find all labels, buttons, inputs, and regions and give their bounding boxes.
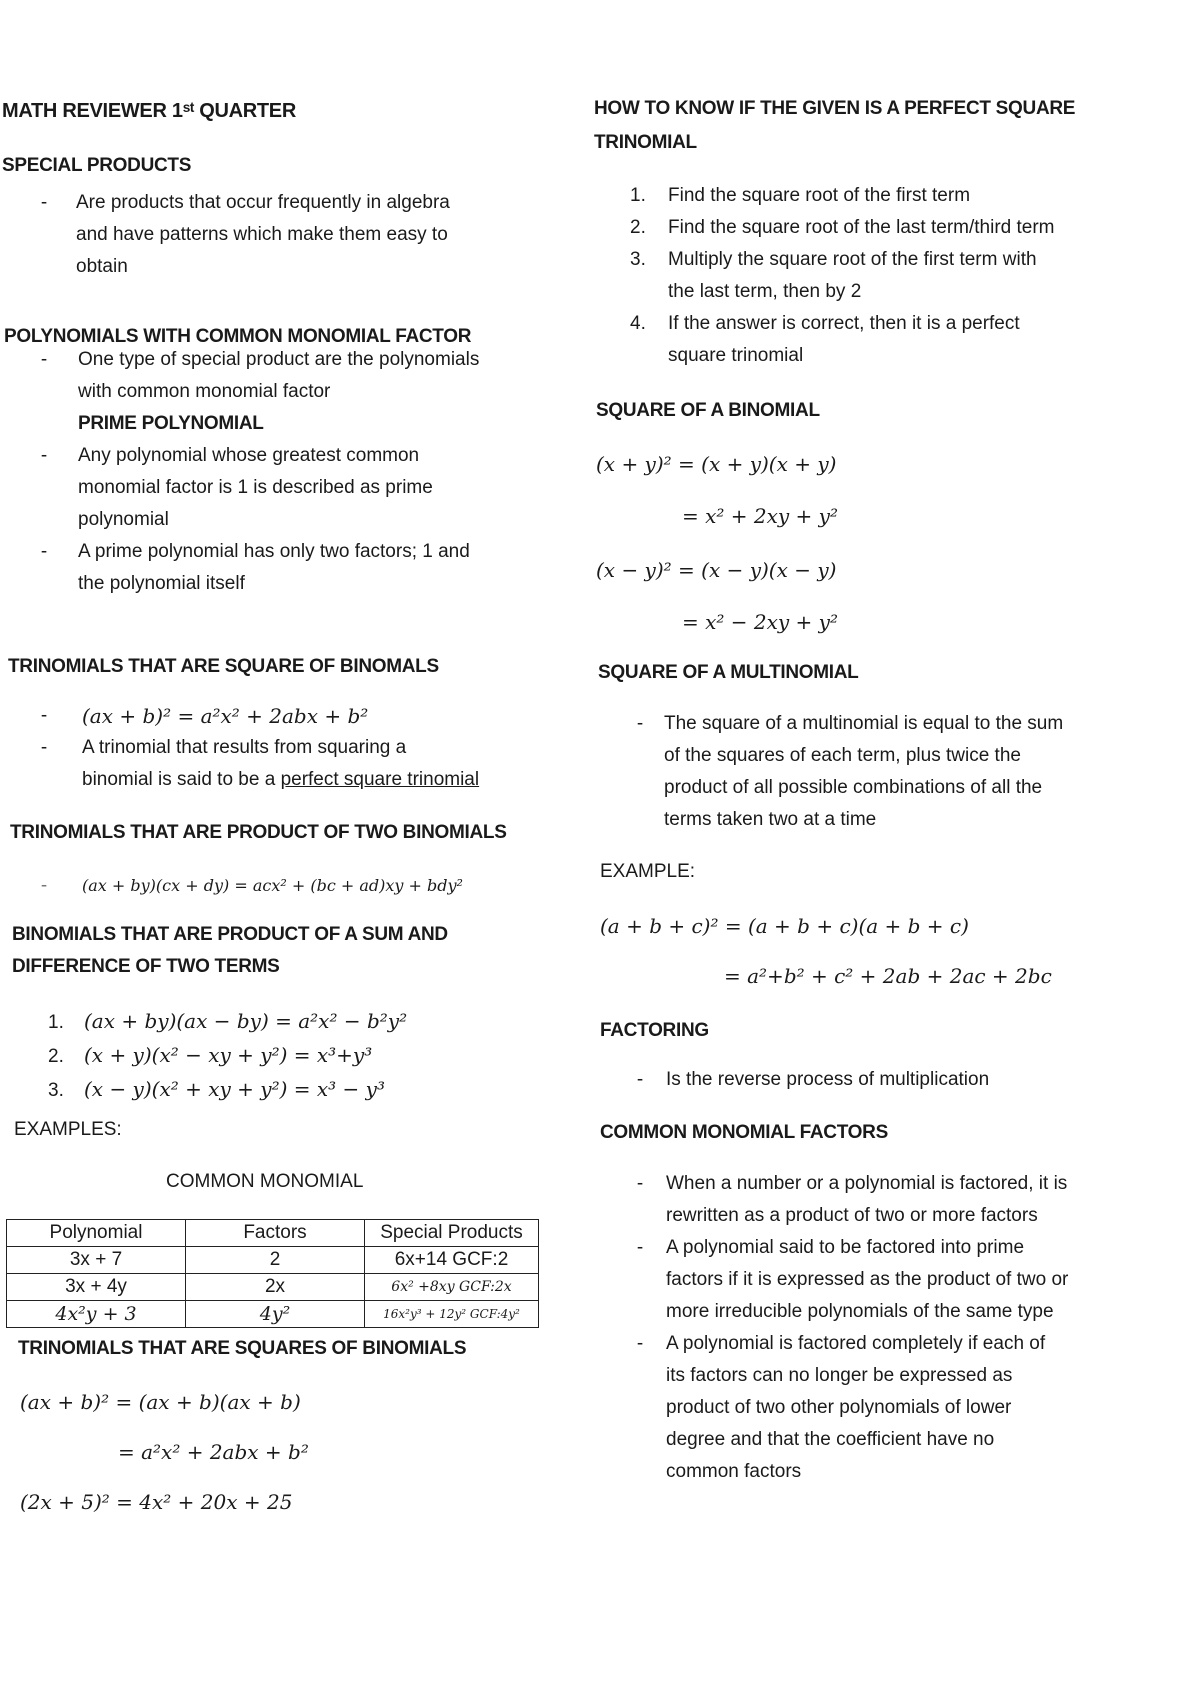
trinomials-square-bullet: - A trinomial that results from squaring a binomial is said to be a perfect square trinomial (40, 732, 479, 796)
trinomials-product-heading: TRINOMIALS THAT ARE PRODUCT OF TWO BINOMIALS (10, 822, 507, 843)
sum-difference-heading-2: DIFFERENCE OF TWO TERMS (12, 956, 280, 977)
multinomial-formula-1: (a + b + c)² = (a + b + c)(a + b + c) (600, 914, 969, 938)
sum-difference-heading-1: BINOMIALS THAT ARE PRODUCT OF A SUM AND (12, 924, 448, 945)
list-number: 1. (630, 185, 646, 206)
list-item (630, 244, 1055, 308)
square-binomial-formula-4: = x² − 2xy + y² (682, 610, 838, 634)
trinomials-squares-formula-3: (2x + 5)² = 4x² + 20x + 25 (20, 1490, 293, 1514)
special-products-line: Are products that occur frequently in algebra (76, 192, 450, 213)
trinomials-square-heading: TRINOMIALS THAT ARE SQUARE OF BINOMALS (8, 656, 439, 677)
prime-line: the polynomial itself (78, 573, 245, 594)
list-number: 3. (48, 1080, 64, 1101)
cmf-right-line: more irreducible polynomials of the same type (666, 1301, 1054, 1322)
table-cell: 2x (186, 1274, 365, 1301)
page-title: MATH REVIEWER 1ˢᵗ QUARTER (2, 100, 296, 122)
trinomials-squares-heading: TRINOMIALS THAT ARE SQUARES OF BINOMIALS (18, 1338, 467, 1359)
special-products-line: and have patterns which make them easy to (76, 224, 448, 245)
prime-line: Any polynomial whose greatest common (78, 445, 420, 466)
factoring-bullet: - Is the reverse process of multiplication (636, 1064, 989, 1096)
table-cell: 4x²y + 3 (7, 1301, 186, 1328)
table-row (7, 1247, 539, 1274)
table-header: Polynomial (7, 1220, 186, 1247)
table-cell: 6x² +8xy GCF:2x (365, 1274, 539, 1301)
factoring-heading: FACTORING (600, 1020, 709, 1041)
table-cell: 3x + 7 (7, 1247, 186, 1274)
cmf-line: with common monomial factor (78, 381, 331, 402)
cmf-right-line: A polynomial said to be factored into prime (666, 1237, 1025, 1258)
trinomials-product-formula: (ax + by)(cx + dy) = acx² + (bc + ad)xy + bdy² (82, 876, 463, 895)
cmf-right-heading: COMMON MONOMIAL FACTORS (600, 1122, 888, 1143)
step-line: Multiply the square root of the first term with (668, 249, 1037, 270)
trinomials-squares-formula-1: (ax + b)² = (ax + b)(ax + b) (20, 1390, 301, 1414)
cmf-right-line: degree and that the coefficient have no (666, 1429, 995, 1450)
list-item (48, 1073, 407, 1107)
cmf-right-bullet-1: - When a number or a polynomial is factored, it is rewritten as a product of two or more factors (636, 1168, 1067, 1232)
special-products-line: obtain (76, 256, 128, 277)
square-binomial-formula-3: (x − y)² = (x − y)(x − y) (596, 558, 837, 582)
multinomial-line: product of all possible combinations of all the (664, 777, 1043, 798)
list-number: 2. (48, 1046, 64, 1067)
table-cell: 4y² (186, 1301, 365, 1328)
trinomials-square-formula: (ax + b)² = a²x² + 2abx + b² (82, 704, 369, 728)
list-number: 1. (48, 1012, 64, 1033)
list-item (48, 1005, 407, 1039)
pst-heading-1: HOW TO KNOW IF THE GIVEN IS A PERFECT SQUARE (594, 98, 1076, 119)
special-products-bullet: - Are products that occur frequently in algebra and have patterns which make them easy to obtain (40, 187, 450, 283)
step-line: the last term, then by 2 (668, 281, 862, 302)
list-formula: (x − y)(x² + xy + y²) = x³ − y³ (84, 1077, 385, 1101)
trinomials-product-row: - (ax + by)(cx + dy) = acx² + (bc + ad)xy + bdy² (40, 870, 463, 902)
cmf-right-line: rewritten as a product of two or more factors (666, 1205, 1038, 1226)
table-cell: 6x+14 GCF:2 (365, 1247, 539, 1274)
cmf-right-line: When a number or a polynomial is factored, it is (666, 1173, 1068, 1194)
perfect-square-trinomial-term: perfect square trinomial (280, 769, 480, 790)
special-products-heading: SPECIAL PRODUCTS (2, 155, 192, 176)
table-cell: 3x + 4y (7, 1274, 186, 1301)
multinomial-line: terms taken two at a time (664, 809, 877, 830)
table-row (7, 1301, 539, 1328)
multinomial-line: of the squares of each term, plus twice the (664, 745, 1021, 766)
step-line: If the answer is correct, then it is a perfect (668, 313, 1020, 334)
cmf-right-line: product of two other polynomials of lower (666, 1397, 1012, 1418)
square-binomial-formula-1: (x + y)² = (x + y)(x + y) (596, 452, 837, 476)
common-monomial-factor-heading: POLYNOMIALS WITH COMMON MONOMIAL FACTOR (4, 326, 472, 347)
prime-polynomial-heading: PRIME POLYNOMIAL (78, 413, 264, 434)
trinomials-square-line (82, 764, 479, 796)
example-label: EXAMPLE: (600, 861, 696, 882)
list-number: 2. (630, 217, 646, 238)
table-header: Factors (186, 1220, 365, 1247)
table-cell: 2 (186, 1247, 365, 1274)
prime-line: A prime polynomial has only two factors; 1 and (78, 541, 470, 562)
square-multinomial-bullet: - The square of a multinomial is equal to the sum of the squares of each term, plus twice the product of all possible combinations of all the terms taken two at a time (636, 708, 1063, 836)
cmf-bullet-2: - Any polynomial whose greatest common monomial factor is 1 is described as prime polynomial (40, 440, 433, 536)
list-number: 4. (630, 313, 646, 334)
sum-difference-list (48, 1005, 407, 1107)
pst-steps (630, 180, 1055, 372)
list-number: 3. (630, 249, 646, 270)
square-binomial-formula-2: = x² + 2xy + y² (682, 504, 838, 528)
list-formula: (x + y)(x² − xy + y²) = x³+y³ (84, 1043, 373, 1067)
table-header-row (7, 1220, 539, 1247)
cmf-right-bullet-2: - A polynomial said to be factored into prime factors if it is expressed as the product of two or more irreducible polynomials of the same type (636, 1232, 1068, 1328)
list-item (630, 308, 1055, 372)
square-multinomial-heading: SQUARE OF A MULTINOMIAL (598, 662, 859, 683)
examples-label: EXAMPLES: (14, 1119, 122, 1140)
trinomials-square-line: A trinomial that results from squaring a (82, 737, 407, 758)
cmf-right-line: factors if it is expressed as the product of two or (666, 1269, 1069, 1290)
trinomials-square-line-prefix: binomial is said to be a (82, 769, 281, 790)
common-monomial-table (6, 1219, 539, 1328)
list-item (630, 180, 1055, 212)
table-header: Special Products (365, 1220, 539, 1247)
step-line: Find the square root of the first term (668, 185, 971, 206)
table-title: COMMON MONOMIAL (166, 1171, 364, 1192)
multinomial-formula-2: = a²+b² + c² + 2ab + 2ac + 2bc (724, 964, 1052, 988)
table-row (7, 1274, 539, 1301)
cmf-right-line: common factors (666, 1461, 802, 1482)
factoring-line: Is the reverse process of multiplication (666, 1069, 990, 1090)
cmf-right-bullet-3: - A polynomial is factored completely if each of its factors can no longer be expressed as product of two other polynomials of lower degree and that the coefficient have no common factors (636, 1328, 1045, 1488)
multinomial-line: The square of a multinomial is equal to the sum (664, 713, 1064, 734)
pst-heading-2: TRINOMIAL (594, 132, 697, 153)
cmf-right-line: A polynomial is factored completely if each of (666, 1333, 1046, 1354)
trinomials-squares-formula-2: = a²x² + 2abx + b² (118, 1440, 309, 1464)
cmf-bullet-3: - A prime polynomial has only two factors; 1 and the polynomial itself (40, 536, 470, 600)
step-line: square trinomial (668, 345, 804, 366)
cmf-bullet-1: - One type of special product are the polynomials with common monomial factor PRIME POLYNOMIAL (40, 344, 479, 440)
list-item (48, 1039, 407, 1073)
list-formula: (ax + by)(ax − by) = a²x² − b²y² (84, 1009, 408, 1033)
square-binomial-heading: SQUARE OF A BINOMIAL (596, 400, 820, 421)
step-line: Find the square root of the last term/third term (668, 217, 1055, 238)
table-cell: 16x²y³ + 12y² GCF:4y² (365, 1301, 539, 1328)
list-item (630, 212, 1055, 244)
trinomials-square-formula-row: - (ax + b)² = a²x² + 2abx + b² (40, 700, 368, 732)
prime-line: polynomial (78, 509, 169, 530)
prime-line: monomial factor is 1 is described as prime (78, 477, 433, 498)
cmf-line: One type of special product are the polynomials (78, 349, 480, 370)
cmf-right-line: its factors can no longer be expressed as (666, 1365, 1013, 1386)
